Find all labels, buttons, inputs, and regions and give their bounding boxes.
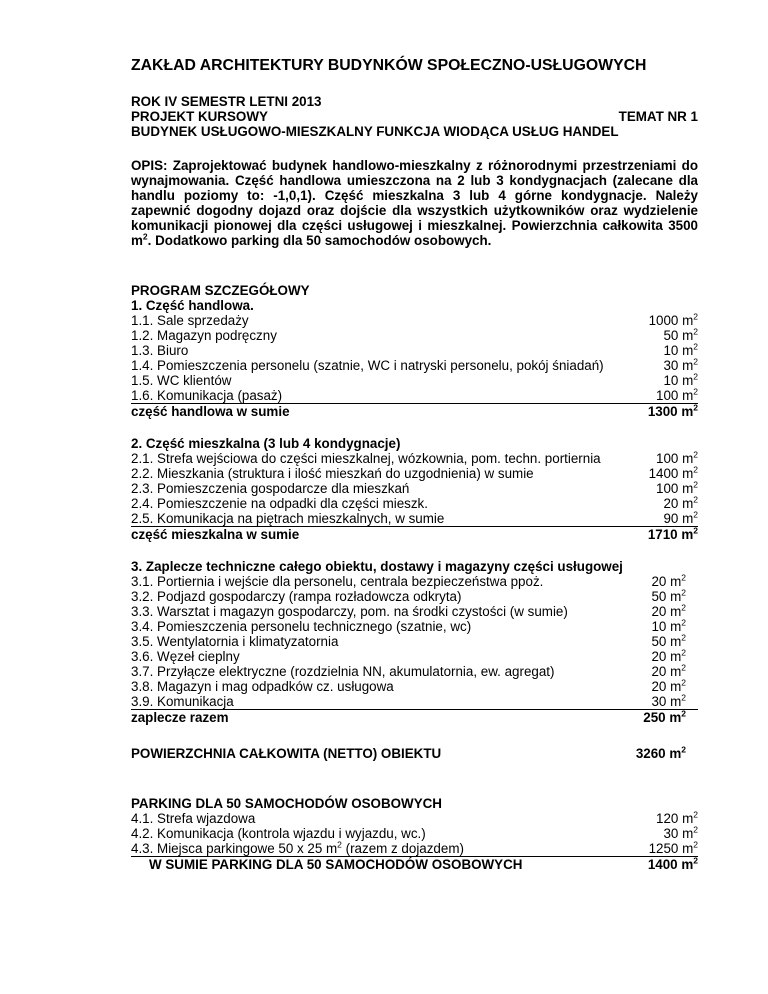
grand-total-value: 3260 $m^2$: [635, 744, 686, 761]
parking-total: W SUMIE PARKING DLA 50 SAMOCHODÓW OSOBOWYCH 1400 $m^2$: [149, 855, 698, 872]
list-item: 3.7. Przyłącze elektryczne (rozdzielnia NN, akumulatornia, ew. agregat) 20 $m^2$: [131, 662, 686, 679]
section-total: część handlowa w sumie 1300 $m^2$: [131, 402, 698, 419]
section-3-title: 3. Zaplecze techniczne całego obiektu, dostawy i magazyny części usługowej: [131, 559, 623, 574]
list-item: 1.1. Sale sprzedaży 1000 $m^2$: [131, 311, 698, 328]
grand-total-label: POWIERZCHNIA CAŁKOWITA (NETTO) OBIEKTU: [131, 746, 442, 761]
section-2-title: 2. Część mieszkalna (3 lub 4 kondygnacje): [131, 436, 401, 451]
section-1-title: 1. Część handlowa.: [131, 298, 254, 313]
document-title: ZAKŁAD ARCHITEKTURY BUDYNKÓW SPOŁECZNO-USŁUGOWYCH: [131, 57, 647, 74]
project-type: PROJEKT KURSOWY: [131, 109, 268, 124]
section-3-list: [131, 574, 698, 725]
list-item: 3.3. Warsztat i magazyn gospodarczy, pom. na środki czystości (w sumie) 20 $m^2$: [131, 602, 686, 619]
list-item: 3.5. Wentylatornia i klimatyzatornia 50 $m^2$: [131, 632, 686, 649]
list-item: 3.8. Magazyn i mag odpadków cz. usługowa 20 $m^2$: [131, 677, 686, 694]
course-header: [131, 94, 698, 139]
topic-number: TEMAT NR 1: [618, 109, 698, 124]
section-2-list: [131, 451, 698, 542]
list-item: 3.2. Podjazd gospodarczy (rampa rozładowcza odkryta) 50 $m^2$: [131, 587, 686, 604]
list-item: 3.6. Węzeł cieplny 20 $m^2$: [131, 647, 686, 664]
grand-total: [131, 746, 698, 761]
list-item: 4.3. Miejsca parkingowe 50 x 25 $m^2$ (razem z dojazdem) 1250 $m^2$: [131, 839, 698, 856]
list-item: 1.4. Pomieszczenia personelu (szatnie, WC i natryski personelu, pokój śniadań) 30 $m^2$: [131, 356, 698, 373]
document-page: [131, 58, 698, 872]
list-item: 2.4. Pomieszczenie na odpadki dla części mieszk. 20 $m^2$: [131, 494, 698, 511]
program-heading: PROGRAM SZCZEGÓŁOWY: [131, 283, 310, 298]
section-1-list: [131, 313, 698, 419]
semester-line: ROK IV SEMESTR LETNI 2013: [131, 94, 322, 109]
program-section: [131, 283, 698, 419]
section-total: część mieszkalna w sumie 1710 $m^2$: [131, 525, 698, 542]
list-item: 3.1. Portiernia i wejście dla personelu, centrala bezpieczeństwa ppoż. 20 $m^2$: [131, 572, 686, 589]
list-item: 2.3. Pomieszczenia gospodarcze dla mieszkań 100 $m^2$: [131, 479, 698, 496]
building-type: BUDYNEK USŁUGOWO-MIESZKALNY FUNKCJA WIODĄCA USŁUG HANDEL: [131, 124, 619, 139]
list-item: 1.2. Magazyn podręczny 50 $m^2$: [131, 326, 698, 343]
description-text-2: . Dodatkowo parking dla 50 samochodów osobowych.: [147, 233, 492, 248]
description: [131, 158, 698, 248]
description-text-1: OPIS: Zaprojektować budynek handlowo-mieszkalny z różnorodnymi przestrzeniami do wynajmowania. Część handlowa umieszczona na 2 lub 3 kondygnacjach (zalecane dla handlu poziomy to: -1,0,1). Część mieszkalna 3 lub 4 górne kondygnacje. Należy zapewnić dogodny dojazd oraz dojście dla wszystkich użytkowników oraz wydzielenie komunikacji pionowej dla części usługowej i mieszkalnej. Powierzchnia całkowita 3500 m: [131, 158, 698, 248]
list-item: 4.1. Strefa wjazdowa 120 $m^2$: [131, 809, 698, 826]
description-sup: 2: [142, 231, 148, 242]
section-total: zaplecze razem 250 $m^2$: [131, 708, 686, 725]
list-item: 1.5. WC klientów 10 $m^2$: [131, 371, 698, 388]
list-item: 3.4. Pomieszczenia personelu technicznego (szatnie, wc) 10 $m^2$: [131, 617, 686, 634]
list-item: 2.5. Komunikacja na piętrach mieszkalnych, w sumie 90 $m^2$: [131, 509, 698, 526]
list-item: 2.2. Mieszkania (struktura i ilość mieszkań do uzgodnienia) w sumie 1400 $m^2$: [131, 464, 698, 481]
list-item: 2.1. Strefa wejściowa do części mieszkalnej, wózkownia, pom. techn. portiernia 100 $m^2$: [131, 449, 698, 466]
parking-heading: PARKING DLA 50 SAMOCHODÓW OSOBOWYCH: [131, 796, 442, 811]
project-line: [131, 109, 698, 124]
list-item: 3.9. Komunikacja 30 $m^2$: [131, 694, 698, 710]
section-3: [131, 559, 698, 725]
list-item: 4.2. Komunikacja (kontrola wjazdu i wyjazdu, wc.) 30 $m^2$: [131, 824, 698, 841]
parking-section: [131, 796, 698, 872]
list-item: 1.6. Komunikacja (pasaż) 100 $m^2$: [131, 386, 698, 403]
section-2: [131, 436, 698, 542]
list-item: 1.3. Biuro 10 $m^2$: [131, 341, 698, 358]
